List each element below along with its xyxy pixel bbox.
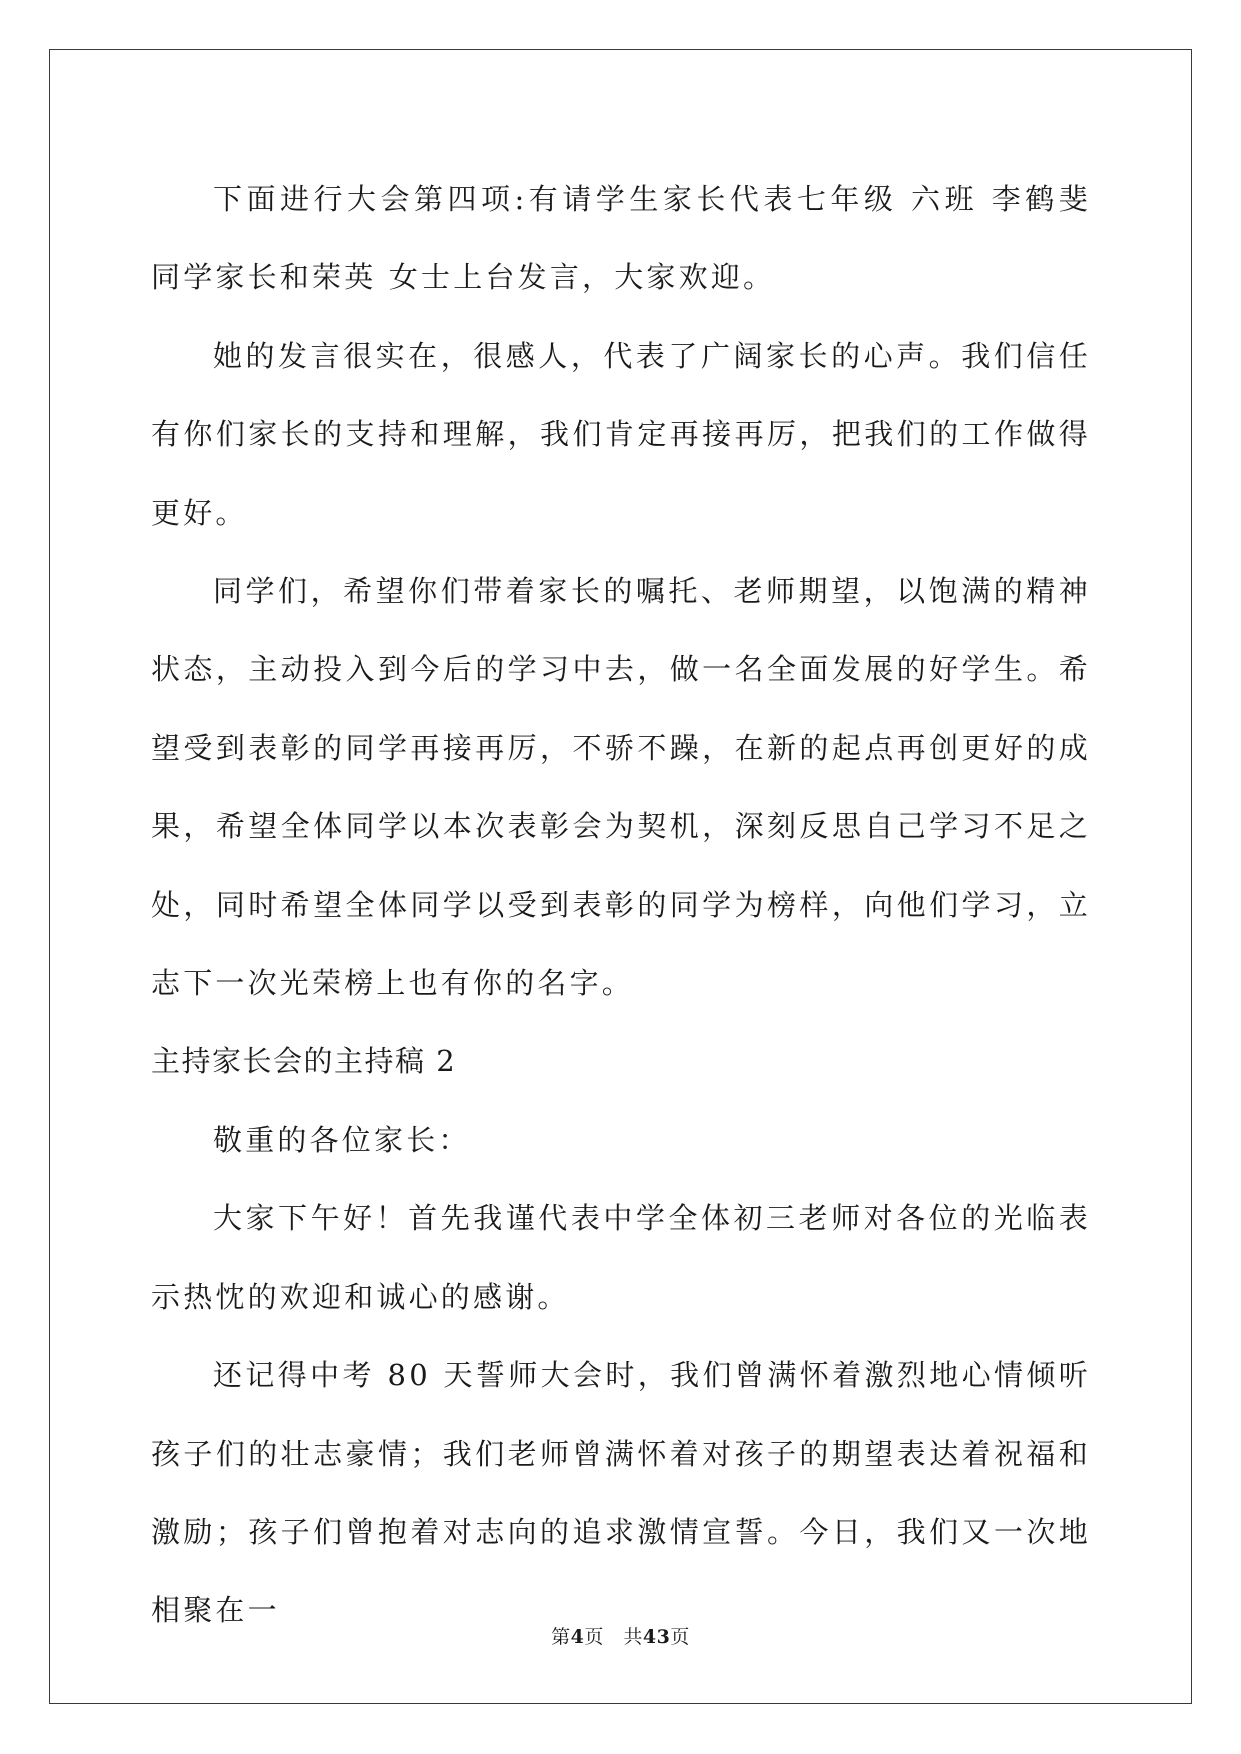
section-heading: 主持家长会的主持稿 2 — [151, 1044, 457, 1079]
total-page-number: 43 — [642, 1626, 671, 1648]
document-body — [151, 160, 1091, 1650]
current-page-number: 4 — [570, 1626, 585, 1648]
footer-middle: 页 共 — [584, 1626, 643, 1648]
page-footer — [0, 1622, 1241, 1649]
footer-prefix: 第 — [551, 1626, 571, 1648]
salutation: 敬重的各位家长： — [213, 1122, 471, 1157]
paragraph-3: 同学们，希望你们带着家长的嘱托、老师期望，以饱满的精神状态，主动投入到今后的学习中去，做一名全面发展的好学生。希望受到表彰的同学再接再厉，不骄不躁，在新的起点再创更好的成果，希望全体同学以本次表彰会为契机，深刻反思自己学习不足之处，同时希望全体同学以受到表彰的同学为榜样，向他们学习，立志下一次光荣榜上也有你的名字。 — [151, 574, 1091, 1001]
footer-suffix: 页 — [670, 1626, 690, 1648]
paragraph-5: 还记得中考 80 天誓师大会时，我们曾满怀着激烈地心情倾听孩子们的壮志豪情；我们老师曾满怀着对孩子的期望表达着祝福和激励；孩子们曾抱着对志向的追求激情宣誓。今日，我们又一次地相聚在一 — [151, 1358, 1091, 1628]
paragraph-2: 她的发言很实在，很感人，代表了广阔家长的心声。我们信任有你们家长的支持和理解，我们肯定再接再厉，把我们的工作做得更好。 — [151, 338, 1091, 530]
paragraph-4: 大家下午好！首先我谨代表中学全体初三老师对各位的光临表示热忱的欢迎和诚心的感谢。 — [151, 1201, 1091, 1314]
paragraph-1: 下面进行大会第四项:有请学生家长代表七年级 六班 李鹤斐 同学家长和荣英 女士上台发言，大家欢迎。 — [151, 182, 1091, 295]
